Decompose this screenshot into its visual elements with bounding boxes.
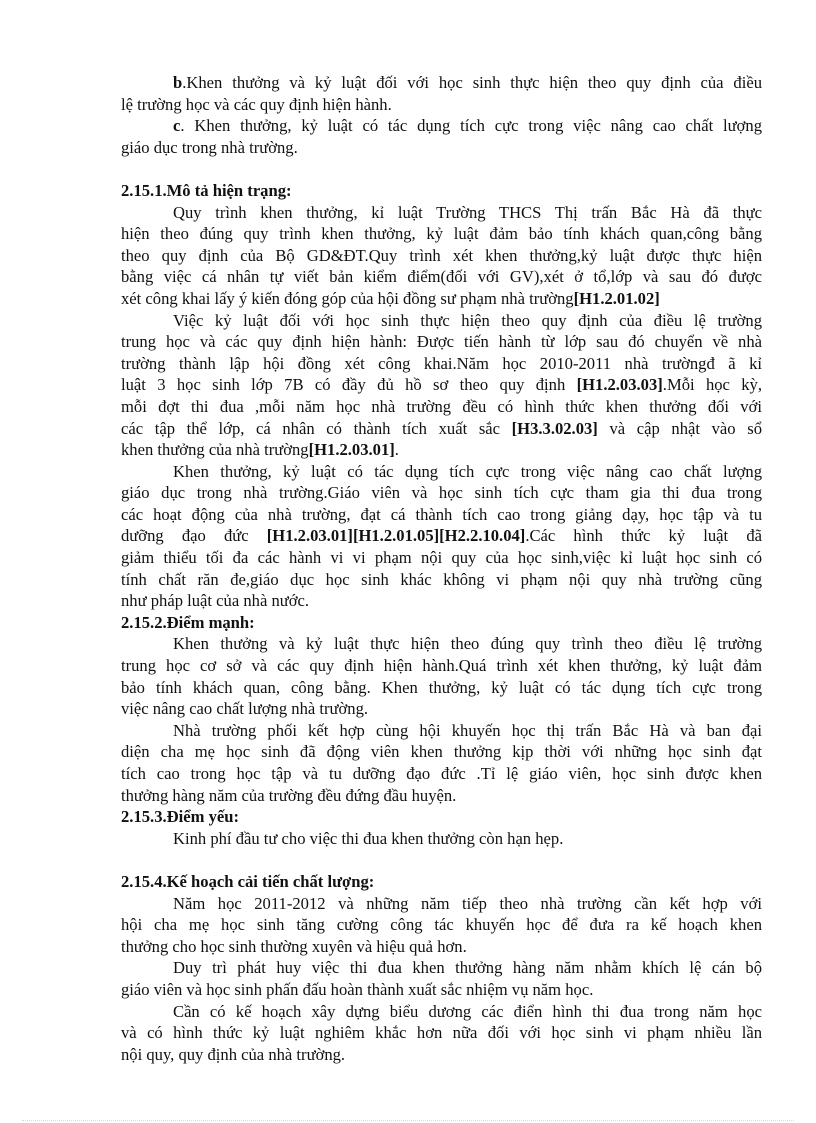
text-line: c. Khen thưởng, kỷ luật có tác dụng tích cực trong việc nâng cao chất lượng: [173, 116, 762, 136]
paragraph: [121, 1001, 762, 1066]
text-line: hiện theo đúng quy trình khen thưởng, kỷ luật đảm bảo tính khách quan,công bằng: [121, 224, 762, 244]
text-line: trường thành lập hội đồng xét công khai.Năm học 2010-2011 nhà trườngđ ã kỉ: [121, 353, 762, 373]
text-line: Khen thưởng và kỷ luật thực hiện theo đúng quy trình theo điều lệ trường: [173, 634, 762, 654]
paragraph: [121, 828, 762, 850]
intro-item-c: [121, 115, 762, 158]
text-line: Năm học 2011-2012 và những năm tiếp theo nhà trường cần kết hợp với: [173, 893, 762, 913]
text-line: luật 3 học sinh lớp 7B có đầy đủ hồ sơ theo quy định [H1.2.03.03].Mỗi học kỳ,: [121, 375, 762, 395]
paragraph: [121, 893, 762, 958]
text-line: b.Khen thưởng và kỷ luật đối với học sinh thực hiện theo quy định của điều: [173, 73, 762, 92]
text-line: xét công khai lấy ý kiến đóng góp của hội đồng sư phạm nhà trường[H1.2.01.02]: [121, 288, 660, 308]
text-line: giáo dục trong nhà trường.: [121, 137, 298, 157]
text-line: Việc kỷ luật đối với học sinh thực hiện theo quy định của điều lệ trường: [173, 310, 762, 330]
paragraph: [121, 310, 762, 461]
text-line: như pháp luật của nhà nước.: [121, 591, 310, 611]
text-line: giáo dục trong nhà trường.Giáo viên và học sinh tích cực tham gia thi đua trong: [121, 483, 762, 503]
text-line: mỗi đợt thi đua ,mỗi năm học nhà trường đều có hình thức khen thưởng đối với: [121, 396, 762, 416]
text-line-rest: .Khen thưởng và kỷ luật đối với học sinh thực hiện theo quy định của điều: [182, 73, 762, 92]
text-line: Nhà trường phối kết hợp cùng hội khuyến học thị trấn Bắc Hà và ban đại: [173, 720, 762, 740]
text-line: bảo tính khách quan, công bằng. Khen thưởng, kỷ luật có tác dụng tích cực trong: [121, 677, 762, 697]
text-line: thưởng hàng năm của trường đều đứng đầu huyện.: [121, 785, 457, 805]
text-line: Khen thưởng, kỷ luật có tác dụng tích cực trong việc nâng cao chất lượng: [173, 461, 762, 481]
text-line: Kinh phí đầu tư cho việc thi đua khen thưởng còn hạn hẹp.: [173, 828, 564, 848]
blank-line: [121, 849, 762, 871]
text-line: và có hình thức kỷ luật nghiêm khắc hơn nữa đối với học sinh vi phạm nhiều lần: [121, 1023, 762, 1043]
evidence-code: [H1.2.03.03]: [576, 375, 663, 395]
intro-item-b: [121, 72, 762, 115]
section-heading: 2.15.3.Điểm yếu:: [121, 807, 239, 827]
text-line: theo quy định của Bộ GD&ĐT.Quy trình xét khen thưởng,kỷ luật được thực hiện: [121, 245, 762, 265]
section-heading: 2.15.2.Điểm mạnh:: [121, 612, 255, 632]
text-line: thưởng cho học sinh thường xuyên và hiệu quả hơn.: [121, 936, 467, 956]
text-line: diện cha mẹ học sinh đã động viên khen thưởng kịp thời với những học sinh đạt: [121, 742, 762, 762]
blank-line: [121, 158, 762, 180]
paragraph: [121, 461, 762, 612]
text-line: các hoạt động của nhà trường, đạt cá thành tích cao trong giảng dạy, học tập và tu: [121, 504, 762, 524]
text-line: tính chất răn đe,giáo dục học sinh khác không vi phạm nội quy nhà trường cũng: [121, 569, 762, 589]
section-heading: 2.15.4.Kế hoạch cải tiến chất lượng:: [121, 871, 375, 891]
paragraph: [121, 202, 762, 310]
evidence-code: [H1.2.01.02]: [573, 288, 660, 308]
section-heading: 2.15.1.Mô tả hiện trạng:: [121, 180, 292, 200]
document-page: [121, 72, 762, 1065]
text-line: lệ trường học và các quy định hiện hành.: [121, 94, 392, 114]
paragraph: [121, 957, 762, 1000]
sections-container: [121, 158, 762, 1065]
evidence-code: [H1.2.01.05]: [352, 526, 440, 546]
text-line: tích cao trong học tập và tu dưỡng đạo đức .Tỉ lệ giáo viên, học sinh được khen: [121, 764, 762, 783]
text-line: dưỡng đạo đức [H1.2.03.01][H1.2.01.05][H2.2.10.04].Các hình thức kỷ luật đã: [121, 526, 762, 546]
text-line: bằng việc cá nhân tự viết bản kiểm điểm(đối với GV),xét ở tổ,lớp và sau đó được: [121, 267, 762, 287]
evidence-code: [H1.2.03.01]: [266, 526, 353, 546]
text-line: khen thưởng của nhà trường[H1.2.03.01].: [121, 440, 399, 460]
text-line: trung học cơ sở và các quy định hiện hành.Quá trình xét khen thưởng, kỷ luật đảm: [121, 656, 762, 676]
text-line: giảm thiểu tối đa các hành vi vi phạm nội quy của học sinh,việc kỉ luật học sinh có: [121, 548, 762, 568]
text-line: Quy trình khen thưởng, kỉ luật Trường THCS Thị trấn Bắc Hà đã thực: [173, 202, 762, 222]
text-line: hội cha mẹ học sinh tăng cường công tác khuyến học để đưa ra kế hoạch khen: [121, 915, 762, 935]
text-line: các tập thể lớp, cá nhân có thành tích xuất sắc [H3.3.02.03] và cập nhật vào sổ: [121, 418, 762, 438]
paragraph: [121, 633, 762, 719]
paragraph: [121, 720, 762, 806]
text-line-rest: . Khen thưởng, kỷ luật có tác dụng tích cực trong việc nâng cao chất lượng: [180, 116, 762, 136]
evidence-code: [H3.3.02.03]: [511, 418, 598, 438]
text-line: Cần có kế hoạch xây dựng biểu dương các điển hình thi đua trong năm học: [173, 1001, 762, 1021]
text-line: nội quy, quy định của nhà trường.: [121, 1044, 346, 1064]
text-line: giáo viên và học sinh phấn đấu hoàn thành xuất sắc nhiệm vụ năm học.: [121, 979, 594, 999]
text-line: việc nâng cao chất lượng nhà trường.: [121, 699, 369, 719]
evidence-code: [H2.2.10.04]: [439, 526, 526, 546]
evidence-code: [H1.2.03.01]: [308, 440, 395, 460]
page-bottom-divider: [22, 1120, 794, 1121]
text-line: trung học và các quy định hiện hành: Được tiến hành từ lớp sau đó chuyển về nhà: [121, 332, 762, 352]
text-line: Duy trì phát huy việc thi đua khen thưởng hàng năm nhằm khích lệ cán bộ: [173, 958, 762, 978]
